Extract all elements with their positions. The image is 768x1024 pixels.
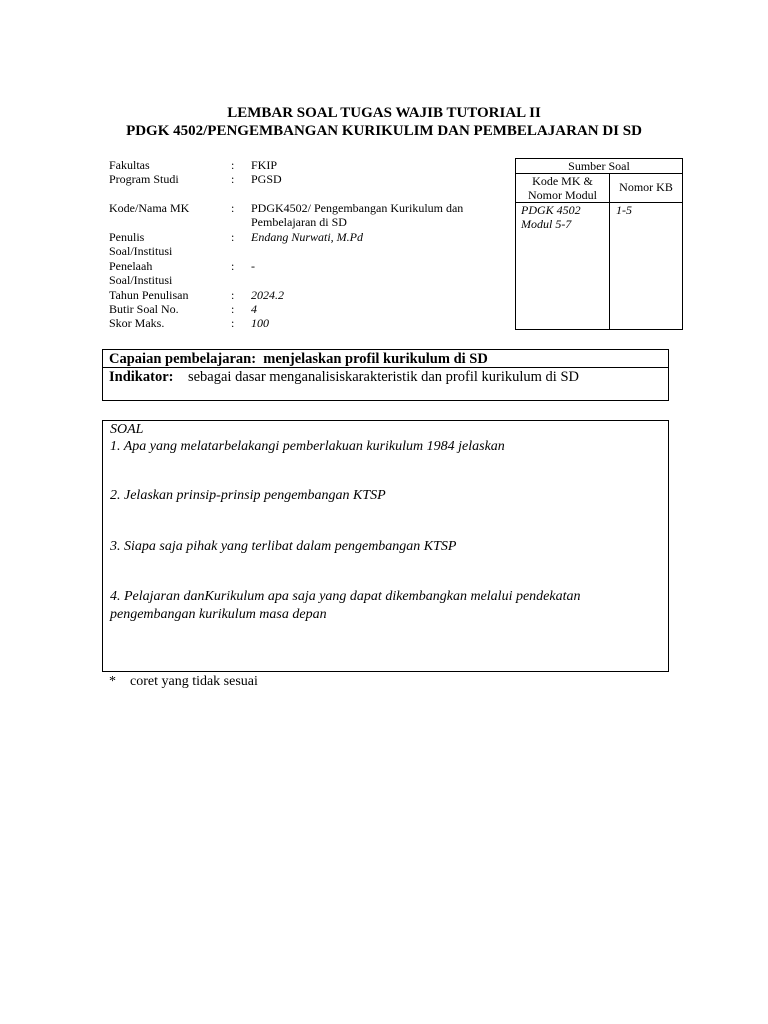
kode-mk-cell	[521, 203, 607, 231]
kode-mk-column-header	[516, 174, 609, 202]
kode-mk-column-header-line1: Kode MK &	[532, 174, 593, 188]
indikator-label: Indikator:	[109, 369, 174, 385]
question-4-line1: 4. Pelajaran danKurikulum apa saja yang dapat dikembangkan melalui pendekatan	[110, 589, 581, 604]
colon: :	[231, 288, 235, 302]
nomor-kb-column-header: Nomor KB	[619, 180, 673, 194]
butir-value: 4	[251, 302, 257, 316]
kode-mk-value-line1: PDGK4502/ Pengembangan Kurikulum dan	[251, 201, 464, 215]
soal-box	[102, 420, 669, 672]
colon: :	[231, 259, 235, 273]
colon: :	[231, 172, 235, 186]
program-studi-label: Program Studi	[109, 172, 179, 186]
skor-value: 100	[251, 316, 269, 330]
kode-mk-value-line2: Pembelajaran di SD	[251, 215, 347, 229]
penulis-label-line2: Soal/Institusi	[109, 244, 173, 258]
penelaah-label-line1: Penelaah	[109, 259, 153, 273]
fakultas-value: FKIP	[251, 158, 278, 172]
kode-mk-cell-line2: Modul 5-7	[521, 217, 572, 231]
question-4-line2: pengembangan kurikulum masa depan	[110, 607, 327, 622]
indikator-value: sebagai dasar menganalisiskarakteristik dan profil kurikulum di SD	[187, 369, 579, 385]
nomor-kb-cell: 1-5	[616, 203, 632, 217]
kode-mk-label: Kode/Nama MK	[109, 201, 190, 215]
question-3: 3. Siapa saja pihak yang terlibat dalam pengembangan KTSP	[110, 539, 457, 554]
penulis-label-line1: Penulis	[109, 230, 145, 244]
capaian-divider	[103, 367, 668, 368]
footnote	[109, 673, 258, 690]
skor-label: Skor Maks.	[109, 316, 165, 330]
tahun-value: 2024.2	[251, 288, 284, 302]
colon: :	[231, 316, 235, 330]
sumber-soal-table	[515, 158, 683, 330]
penelaah-value: -	[251, 259, 255, 273]
footnote-marker: *	[109, 674, 116, 689]
capaian-value: menjelaskan profil kurikulum di SD	[263, 351, 488, 367]
colon: :	[231, 158, 235, 172]
colon: :	[231, 302, 235, 316]
footnote-text: coret yang tidak sesuai	[130, 674, 258, 689]
capaian-row	[109, 351, 488, 367]
capaian-pembelajaran-box	[102, 349, 669, 401]
course-title: PDGK 4502/PENGEMBANGAN KURIKULIM DAN PEMBELAJARAN DI SD	[126, 123, 642, 139]
fakultas-label: Fakultas	[109, 158, 150, 172]
tahun-label: Tahun Penulisan	[109, 288, 189, 302]
butir-label: Butir Soal No.	[109, 302, 179, 316]
sumber-soal-header: Sumber Soal	[516, 159, 682, 174]
penulis-value: Endang Nurwati, M.Pd	[251, 230, 364, 244]
penelaah-label-line2: Soal/Institusi	[109, 273, 173, 287]
soal-heading: SOAL	[110, 422, 144, 437]
colon: :	[231, 230, 235, 244]
kode-mk-cell-line1: PDGK 4502	[521, 203, 581, 217]
document-title: LEMBAR SOAL TUGAS WAJIB TUTORIAL II	[227, 105, 541, 121]
column-divider	[609, 173, 610, 329]
indikator-row	[109, 369, 579, 385]
question-2: 2. Jelaskan prinsip-prinsip pengembangan KTSP	[110, 488, 386, 503]
kode-mk-column-header-line2: Nomor Modul	[528, 188, 597, 202]
program-studi-value: PGSD	[251, 172, 282, 186]
capaian-label: Capaian pembelajaran:	[109, 351, 257, 367]
question-1: 1. Apa yang melatarbelakangi pemberlakuan kurikulum 1984 jelaskan	[110, 439, 505, 454]
colon: :	[231, 201, 235, 215]
